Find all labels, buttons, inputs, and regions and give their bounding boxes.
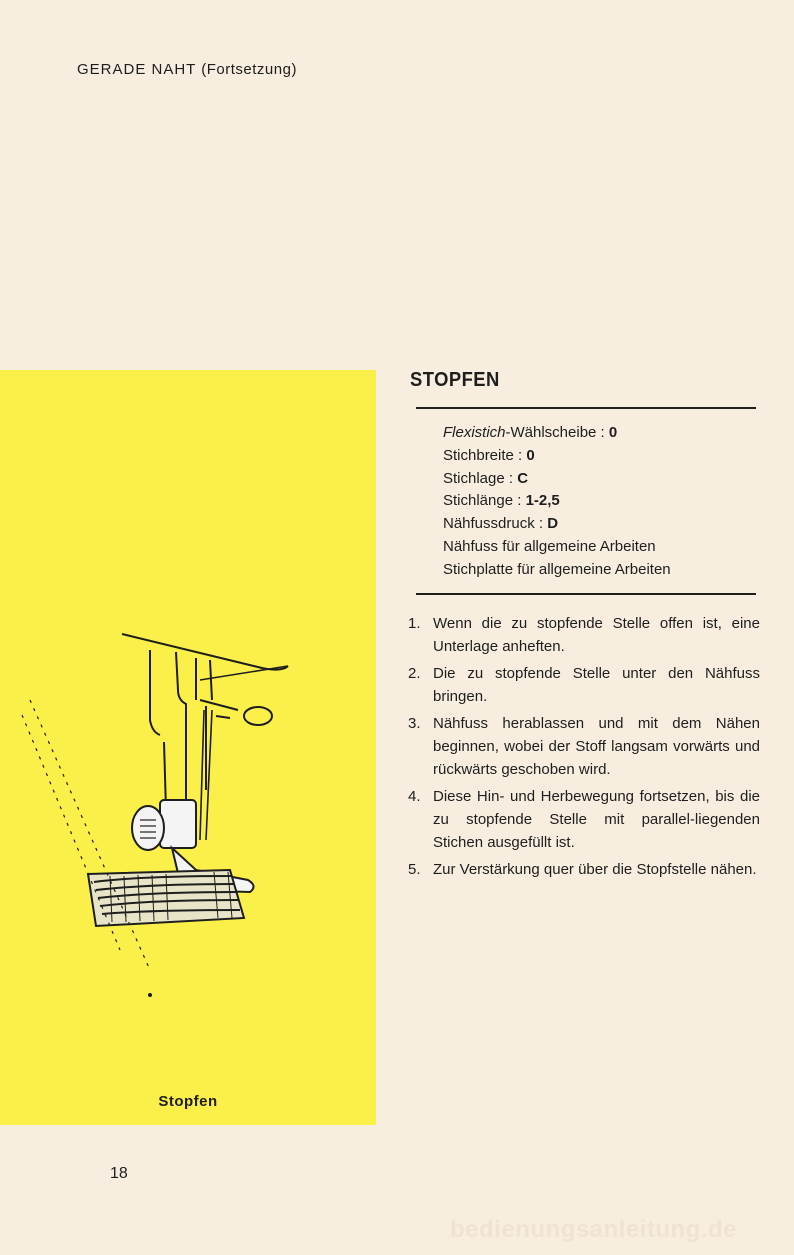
setting-item: Stichplatte für allgemeine Arbeiten [443,560,671,578]
steps-list [408,612,760,885]
figure-panel [0,370,376,1125]
list-item: 2. Die zu stopfende Stelle unter den Nähfuss bringen. [408,665,760,705]
list-item: 3. Nähfuss herablassen und mit dem Nähen beginnen, wobei der Stoff langsam vorwärts und rückwärts geschoben wird. [408,715,760,778]
setting-item: Stichlänge : 1-2,5 [443,492,560,510]
setting-item: Flexistich-Wählscheibe : 0 [443,424,618,441]
setting-item: Nähfuss für allgemeine Arbeiten [443,537,656,555]
watermark: bedienungsanleitung.de [450,1216,738,1243]
list-item: 1. Wenn die zu stopfende Stelle offen ist, eine Unterlage anheften. [408,615,760,655]
section-title: STOPFEN [410,369,500,391]
setting-item: Stichbreite : 0 [443,446,535,464]
figure-caption: Stopfen [158,1093,218,1110]
setting-item: Nähfussdruck : D [443,515,559,533]
setting-item: Stichlage : C [443,469,529,487]
list-item: 5. Zur Verstärkung quer über die Stopfstelle nähen. [408,861,757,878]
settings-list [443,422,671,582]
chapter-subtitle: (Fortsetzung) [201,61,297,78]
running-head [77,61,297,78]
bottom-rule [416,593,756,595]
list-item: 4. Diese Hin- und Herbewegung fortsetzen, bis die zu stopfende Stelle mit parallel-liegenden Stichen ausgefüllt ist. [408,788,760,851]
sewing-foot-illustration [0,370,376,1070]
top-rule [416,407,756,409]
chapter-title: GERADE NAHT [77,61,197,78]
page-number: 18 [110,1165,128,1182]
